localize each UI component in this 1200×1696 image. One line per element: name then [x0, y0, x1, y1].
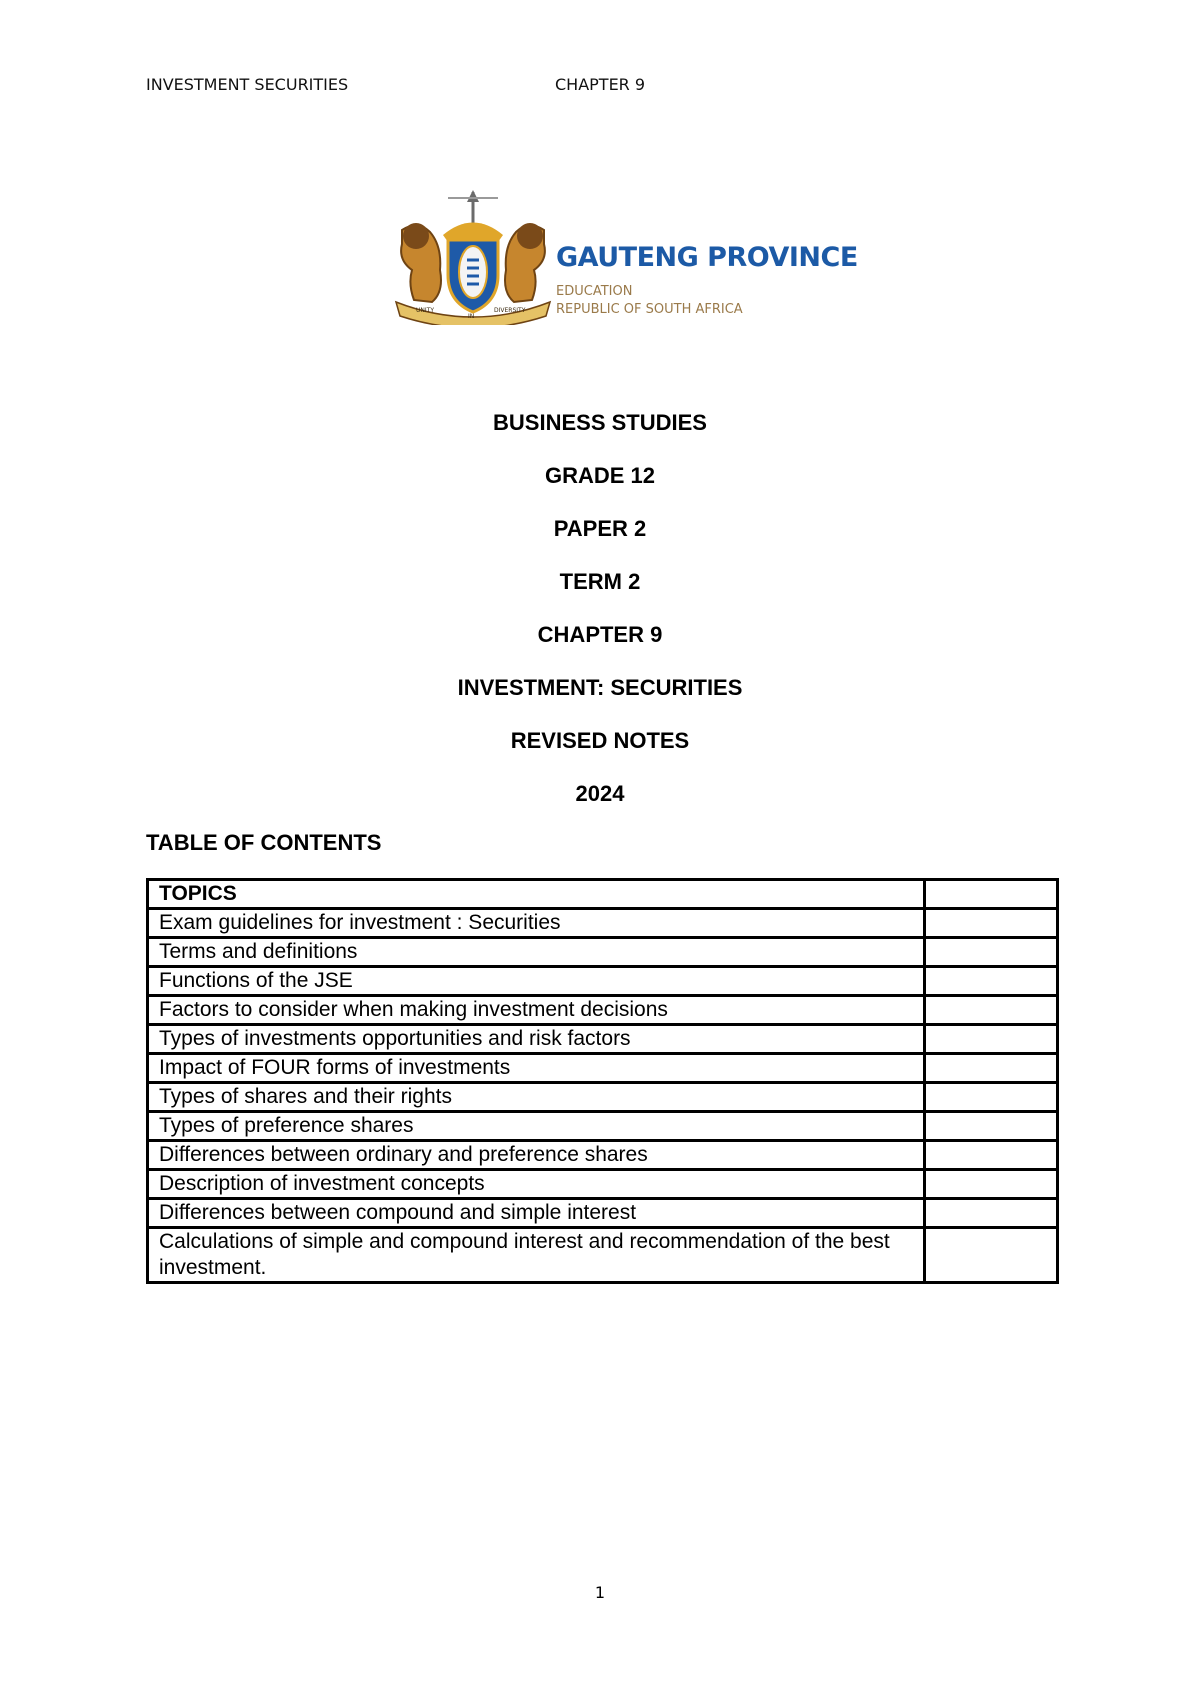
toc-page-cell	[925, 1025, 1058, 1054]
toc-row	[148, 1141, 1058, 1170]
title-year: 2024	[575, 781, 625, 806]
toc-row	[148, 996, 1058, 1025]
logo-subtitle-education: EDUCATION	[556, 284, 633, 299]
toc-row	[148, 1112, 1058, 1141]
toc-row	[148, 1054, 1058, 1083]
toc-page-cell	[925, 1054, 1058, 1083]
toc-topic: Factors to consider when making investment decisions	[148, 996, 925, 1025]
toc-topic: Exam guidelines for investment : Securities	[148, 909, 925, 938]
toc-page-cell	[925, 996, 1058, 1025]
title-topic: INVESTMENT: SECURITIES	[457, 675, 743, 700]
toc-topic: Calculations of simple and compound interest and recommendation of the best investment.	[148, 1228, 925, 1283]
gauteng-logo	[388, 190, 858, 325]
toc-topic: Types of investments opportunities and risk factors	[148, 1025, 925, 1054]
toc-heading: TABLE OF CONTENTS	[146, 830, 382, 855]
toc-row	[148, 938, 1058, 967]
toc-topic: Types of preference shares	[148, 1112, 925, 1141]
title-subject: BUSINESS STUDIES	[493, 410, 707, 435]
toc-page-cell	[925, 1170, 1058, 1199]
toc-row	[148, 967, 1058, 996]
header-right-text: CHAPTER 9	[555, 75, 646, 94]
toc-row	[148, 1025, 1058, 1054]
toc-column-header: TOPICS	[148, 880, 925, 909]
logo-title: GAUTENG PROVINCE	[556, 242, 858, 273]
title-paper: PAPER 2	[553, 516, 647, 541]
toc-page-cell	[925, 880, 1058, 909]
toc-header-row	[148, 880, 1058, 909]
title-chapter: CHAPTER 9	[537, 622, 663, 647]
toc-topic: Functions of the JSE	[148, 967, 925, 996]
motto-mid: IN	[468, 313, 475, 320]
title-term: TERM 2	[559, 569, 641, 594]
toc-topic: Differences between ordinary and preference shares	[148, 1141, 925, 1170]
toc-row	[148, 1170, 1058, 1199]
toc-topic: Terms and definitions	[148, 938, 925, 967]
toc-topic: Types of shares and their rights	[148, 1083, 925, 1112]
page-number: 1	[594, 1583, 606, 1602]
toc-page-cell	[925, 1228, 1058, 1283]
toc-page-cell	[925, 1112, 1058, 1141]
toc-row	[148, 1083, 1058, 1112]
toc-page-cell	[925, 1199, 1058, 1228]
logo-subtitle-republic: REPUBLIC OF SOUTH AFRICA	[556, 302, 743, 317]
header-left-text: INVESTMENT SECURITIES	[146, 75, 349, 94]
toc-topic: Differences between compound and simple interest	[148, 1199, 925, 1228]
toc-page-cell	[925, 1083, 1058, 1112]
toc-row	[148, 909, 1058, 938]
toc-page-cell	[925, 967, 1058, 996]
toc-page-cell	[925, 938, 1058, 967]
title-notes: REVISED NOTES	[510, 728, 690, 753]
toc-row	[148, 1199, 1058, 1228]
motto-right: DIVERSITY	[494, 307, 526, 314]
coat-of-arms-icon	[388, 190, 558, 325]
toc-topic: Impact of FOUR forms of investments	[148, 1054, 925, 1083]
motto-left: UNITY	[416, 307, 434, 314]
toc-table	[146, 878, 1059, 1284]
toc-topic: Description of investment concepts	[148, 1170, 925, 1199]
toc-row	[148, 1228, 1058, 1283]
title-grade: GRADE 12	[544, 463, 656, 488]
toc-page-cell	[925, 1141, 1058, 1170]
toc-page-cell	[925, 909, 1058, 938]
